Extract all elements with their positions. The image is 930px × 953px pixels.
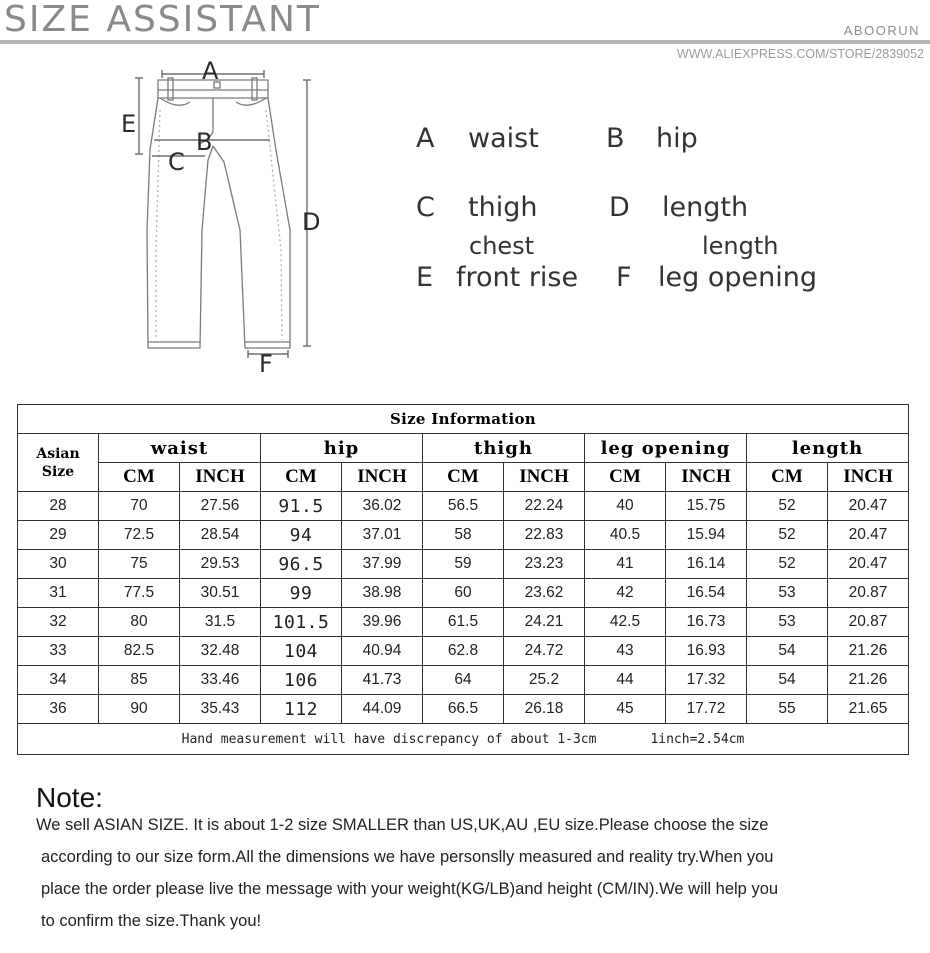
- measurement-cell: 54: [747, 666, 828, 695]
- measurement-cell: 94: [261, 521, 342, 550]
- measurement-cell: 54: [747, 637, 828, 666]
- measurement-cell: 20.47: [828, 550, 909, 579]
- group-thigh: thigh: [423, 434, 585, 463]
- label-c: C: [168, 148, 185, 176]
- brand-name: ABOORUN: [843, 23, 920, 38]
- measurement-cell: 17.72: [666, 695, 747, 724]
- note-line: We sell ASIAN SIZE. It is about 1-2 size SMALLER than US,UK,AU ,EU size.Please choose the size: [36, 816, 769, 834]
- label-a: A: [202, 57, 219, 85]
- size-cell: 29: [18, 521, 99, 550]
- measurement-cell: 59: [423, 550, 504, 579]
- measurement-cell: 85: [99, 666, 180, 695]
- measurement-cell: 61.5: [423, 608, 504, 637]
- measurement-cell: 80: [99, 608, 180, 637]
- measurement-cell: 41.73: [342, 666, 423, 695]
- unit-inch: INCH: [342, 463, 423, 492]
- legend-letter-f: F: [616, 262, 632, 293]
- measurement-cell: 104: [261, 637, 342, 666]
- inch-conversion-note: 1inch=2.54cm: [650, 731, 745, 747]
- asian-size-header-line1: Asian: [36, 445, 80, 462]
- table-caption: Size Information: [18, 405, 909, 434]
- table-row: [18, 521, 909, 550]
- measurement-cell: 75: [99, 550, 180, 579]
- measurement-cell: 38.98: [342, 579, 423, 608]
- measurement-cell: 16.73: [666, 608, 747, 637]
- legend-letter-e: E: [416, 262, 434, 293]
- legend-front-rise: front rise: [456, 262, 579, 293]
- unit-inch: INCH: [666, 463, 747, 492]
- measurement-cell: 55: [747, 695, 828, 724]
- legend-letter-a: A: [416, 123, 435, 154]
- size-rows: [18, 492, 909, 724]
- measurement-cell: 66.5: [423, 695, 504, 724]
- size-cell: 30: [18, 550, 99, 579]
- legend-hip: hip: [656, 123, 698, 154]
- measurement-cell: 53: [747, 579, 828, 608]
- note-line: to confirm the size.Thank you!: [41, 912, 262, 930]
- unit-cm: CM: [423, 463, 504, 492]
- measurement-cell: 16.54: [666, 579, 747, 608]
- measurement-cell: 28.54: [180, 521, 261, 550]
- store-url: WWW.ALIEXPRESS.COM/STORE/2839052: [676, 47, 924, 61]
- table-row: [18, 608, 909, 637]
- measurement-cell: 24.21: [504, 608, 585, 637]
- measurement-cell: 22.24: [504, 492, 585, 521]
- measurement-cell: 64: [423, 666, 504, 695]
- measurement-cell: 37.01: [342, 521, 423, 550]
- measurement-cell: 106: [261, 666, 342, 695]
- unit-inch: INCH: [180, 463, 261, 492]
- label-b: B: [196, 128, 213, 156]
- measurement-cell: 96.5: [261, 550, 342, 579]
- legend-letter-b: B: [606, 123, 625, 154]
- measurement-cell: 112: [261, 695, 342, 724]
- legend-chest-length: length: [702, 232, 779, 260]
- measurement-cell: 21.26: [828, 666, 909, 695]
- asian-size-header: [18, 434, 99, 492]
- measurement-cell: 21.26: [828, 637, 909, 666]
- legend-letter-c: C: [416, 192, 435, 223]
- measurement-cell: 44: [585, 666, 666, 695]
- table-row: [18, 695, 909, 724]
- measurement-cell: 22.83: [504, 521, 585, 550]
- table-row: [18, 637, 909, 666]
- measurement-cell: 20.47: [828, 521, 909, 550]
- group-leg-opening: leg opening: [585, 434, 747, 463]
- table-row: [18, 550, 909, 579]
- measurement-cell: 16.93: [666, 637, 747, 666]
- measurement-cell: 44.09: [342, 695, 423, 724]
- measurement-diagram: [0, 50, 930, 390]
- measurement-cell: 36.02: [342, 492, 423, 521]
- measurement-cell: 31.5: [180, 608, 261, 637]
- size-cell: 28: [18, 492, 99, 521]
- measurement-cell: 23.23: [504, 550, 585, 579]
- group-waist: waist: [99, 434, 261, 463]
- measurement-cell: 52: [747, 521, 828, 550]
- measurement-cell: 30.51: [180, 579, 261, 608]
- label-e: E: [121, 110, 137, 138]
- label-f: F: [259, 350, 273, 378]
- measurement-cell: 20.87: [828, 579, 909, 608]
- measurement-cell: 70: [99, 492, 180, 521]
- size-cell: 34: [18, 666, 99, 695]
- size-cell: 32: [18, 608, 99, 637]
- table-row: [18, 579, 909, 608]
- measurement-cell: 26.18: [504, 695, 585, 724]
- asian-size-header-line2: Size: [41, 463, 75, 480]
- table-footer: [18, 724, 909, 755]
- size-table: [17, 404, 909, 755]
- measurement-cell: 25.2: [504, 666, 585, 695]
- measurement-cell: 41: [585, 550, 666, 579]
- pants-illustration: [0, 50, 930, 390]
- measurement-cell: 40.5: [585, 521, 666, 550]
- measurement-cell: 42: [585, 579, 666, 608]
- legend-thigh: thigh: [468, 192, 538, 223]
- measurement-cell: 82.5: [99, 637, 180, 666]
- measurement-cell: 99: [261, 579, 342, 608]
- measurement-cell: 23.62: [504, 579, 585, 608]
- size-cell: 33: [18, 637, 99, 666]
- measurement-cell: 52: [747, 492, 828, 521]
- measurement-cell: 45: [585, 695, 666, 724]
- measurement-cell: 40.94: [342, 637, 423, 666]
- measurement-cell: 72.5: [99, 521, 180, 550]
- unit-cm: CM: [747, 463, 828, 492]
- measurement-cell: 53: [747, 608, 828, 637]
- measurement-cell: 43: [585, 637, 666, 666]
- unit-inch: INCH: [828, 463, 909, 492]
- measurement-cell: 52: [747, 550, 828, 579]
- legend-letter-d: D: [609, 192, 630, 223]
- unit-cm: CM: [261, 463, 342, 492]
- measurement-cell: 33.46: [180, 666, 261, 695]
- size-cell: 36: [18, 695, 99, 724]
- measurement-cell: 24.72: [504, 637, 585, 666]
- measurement-cell: 58: [423, 521, 504, 550]
- measurement-cell: 40: [585, 492, 666, 521]
- measurement-cell: 62.8: [423, 637, 504, 666]
- page-title: SIZE ASSISTANT: [4, 0, 321, 40]
- unit-cm: CM: [585, 463, 666, 492]
- measurement-cell: 101.5: [261, 608, 342, 637]
- measurement-cell: 42.5: [585, 608, 666, 637]
- legend-chest: chest: [469, 232, 535, 260]
- measurement-cell: 32.48: [180, 637, 261, 666]
- group-length: length: [747, 434, 909, 463]
- measurement-discrepancy-note: Hand measurement will have discrepancy of about 1-3cm: [181, 731, 597, 747]
- measurement-cell: 20.87: [828, 608, 909, 637]
- table-row: [18, 492, 909, 521]
- size-cell: 31: [18, 579, 99, 608]
- header-divider: [0, 40, 930, 44]
- legend-length: length: [662, 192, 749, 223]
- measurement-cell: 27.56: [180, 492, 261, 521]
- table-row: [18, 666, 909, 695]
- measurement-cell: 77.5: [99, 579, 180, 608]
- measurement-cell: 37.99: [342, 550, 423, 579]
- measurement-cell: 29.53: [180, 550, 261, 579]
- measurement-cell: 20.47: [828, 492, 909, 521]
- measurement-cell: 39.96: [342, 608, 423, 637]
- measurement-cell: 15.94: [666, 521, 747, 550]
- label-d: D: [302, 208, 321, 236]
- measurement-cell: 16.14: [666, 550, 747, 579]
- measurement-cell: 60: [423, 579, 504, 608]
- measurement-cell: 56.5: [423, 492, 504, 521]
- measurement-cell: 15.75: [666, 492, 747, 521]
- unit-cm: CM: [99, 463, 180, 492]
- measurement-cell: 35.43: [180, 695, 261, 724]
- note-line: place the order please live the message with your weight(KG/LB)and height (CM/IN).We will help you: [41, 880, 779, 898]
- legend-waist: waist: [468, 123, 539, 154]
- measurement-cell: 17.32: [666, 666, 747, 695]
- note-title: Note:: [36, 782, 103, 813]
- unit-inch: INCH: [504, 463, 585, 492]
- measurement-cell: 90: [99, 695, 180, 724]
- legend-leg-opening: leg opening: [658, 262, 817, 293]
- measurement-cell: 91.5: [261, 492, 342, 521]
- group-hip: hip: [261, 434, 423, 463]
- measurement-cell: 21.65: [828, 695, 909, 724]
- note-line: according to our size form.All the dimensions we have personslly measured and reality try.When you: [41, 848, 774, 866]
